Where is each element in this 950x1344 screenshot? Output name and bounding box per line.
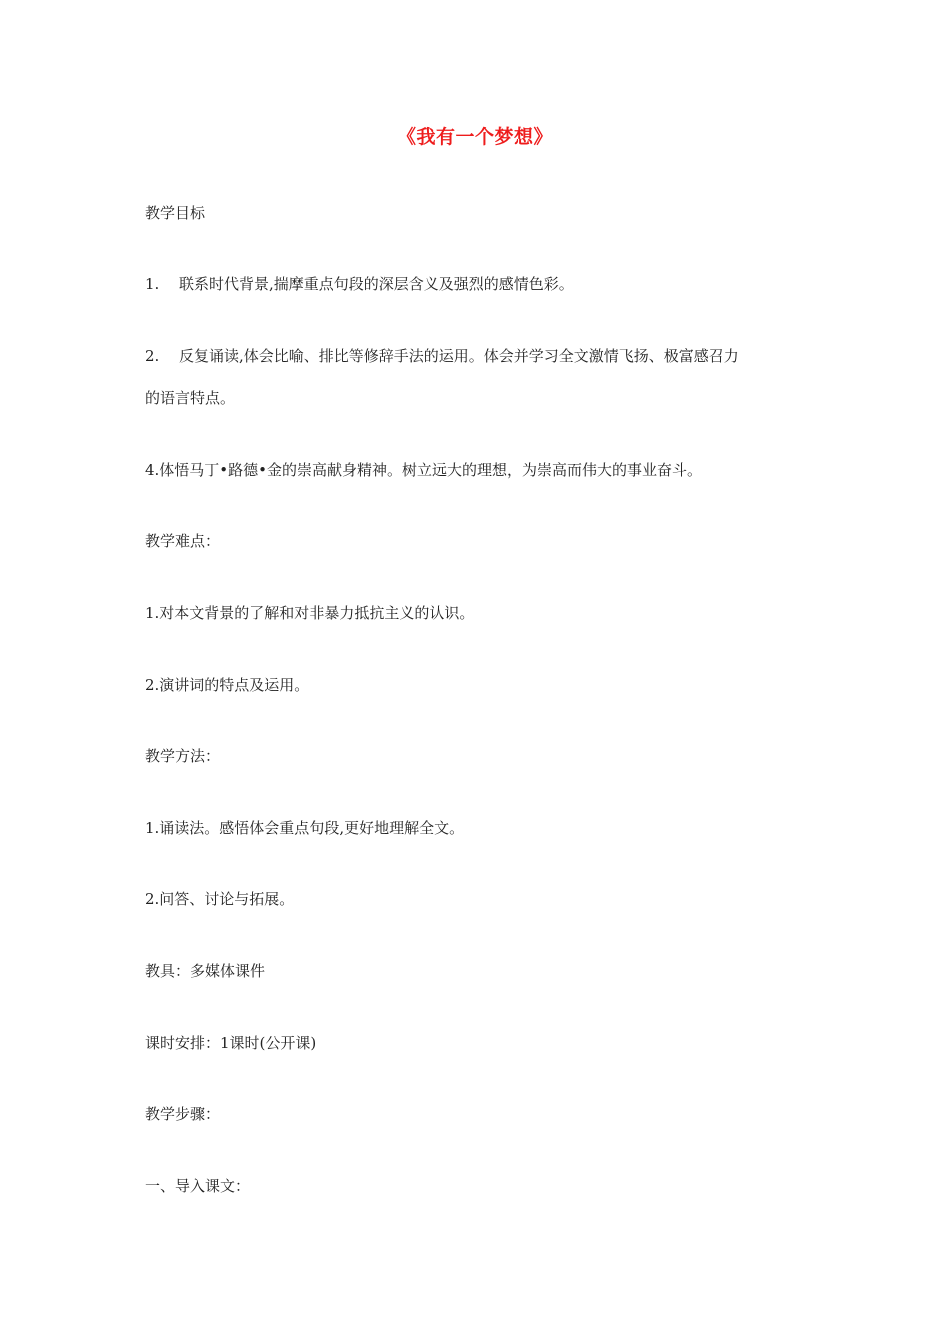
goal-item-2-text: 反复诵读,体会比喻、排比等修辞手法的运用。体会并学习全文激情飞扬、极富感召力 [179, 347, 739, 365]
difficulty-item-2: 2.演讲词的特点及运用。 [145, 676, 310, 694]
goal-item-1-text: 联系时代背景,揣摩重点句段的深层含义及强烈的感情色彩。 [179, 275, 574, 293]
goal-item-1-number: 1. [145, 275, 160, 293]
goal-item-2-continuation: 的语言特点。 [145, 389, 236, 407]
goal-item-1 [145, 274, 815, 294]
goals-heading: 教学目标 [145, 204, 206, 222]
difficulty-heading: 教学难点： [145, 532, 221, 550]
goal-item-4: 4.体悟马丁•路德•金的崇高献身精神。树立远大的理想，为崇高而伟大的事业奋斗。 [145, 461, 703, 479]
difficulty-item-1: 1.对本文背景的了解和对非暴力抵抗主义的认识。 [145, 604, 475, 622]
schedule-line: 课时安排：1课时(公开课) [145, 1034, 317, 1052]
method-heading: 教学方法： [145, 747, 221, 765]
method-item-1: 1.诵读法。感悟体会重点句段,更好地理解全文。 [145, 819, 465, 837]
tools-line: 教具：多媒体课件 [145, 962, 266, 980]
steps-heading: 教学步骤： [145, 1105, 221, 1123]
method-item-2: 2.问答、讨论与拓展。 [145, 890, 295, 908]
step-item-1: 一、导入课文： [145, 1177, 251, 1195]
goal-item-2 [145, 346, 815, 366]
goal-item-2-number: 2. [145, 347, 160, 365]
document-title: 《我有一个梦想》 [396, 126, 553, 148]
